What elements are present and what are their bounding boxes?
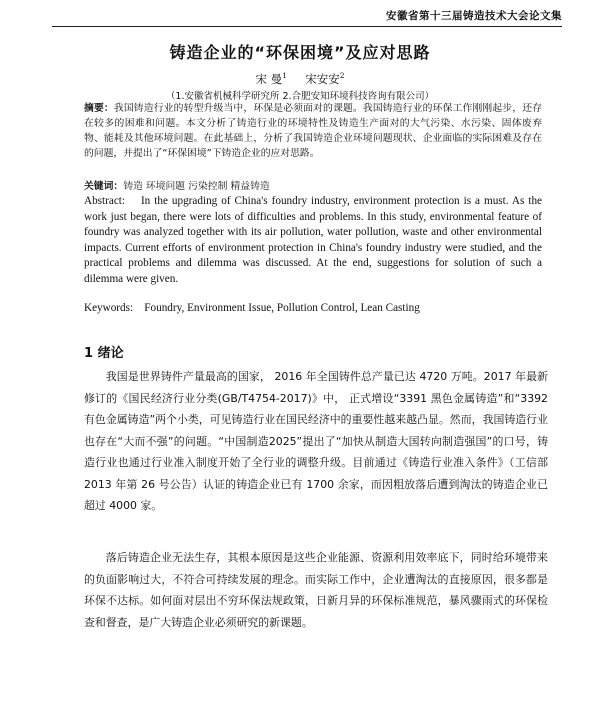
abstract-en-text: In the upgrading of China's foundry industry, environment protection is a must. As the work just began, there were lots of difficulties and problems. In this study, environmental feature of foundry was analyzed together with its air pollution, water pollution, waste and other environmental impacts. Current efforts of environment protection in China's foundry industry were studied, and the practical problems and dilemma was discussed. At the end, suggestions for solution of such a dilemma were given. [84,195,542,285]
section-heading: 1 绪论 [84,346,124,361]
keywords-cn-text: 铸造 环境问题 污染控制 精益铸造 [123,181,270,192]
keywords-cn [84,178,542,192]
author-line [0,71,600,87]
paper-title: 铸造企业的“环保困境”及应对思路 [169,43,431,62]
author-name: 宋安安 [305,72,340,86]
affiliation: （1.安徽省机械科学研究所 2.合肥安知环境科技咨询有限公司） [165,91,435,102]
keywords-en [84,302,542,314]
abstract-cn [84,101,542,161]
body-paragraph: 落后铸造企业无法生存，其根本原因是这些企业能源、资源利用效率底下，同时给环境带来的负面影响过大，不符合可持续发展的理念。而实际工作中，企业遭淘汰的直接原因，很多都是环保不达标。如何面对层出不穷环保法规政策，日新月异的环保标准规范，暴风骤雨式的环保检查和督查，是广大铸造企业必须研究的新课题。 [84,551,548,629]
keywords-en-text: Foundry, Environment Issue, Pollution Control, Lean Casting [144,302,420,314]
author-affil-mark: 2 [339,71,345,81]
author-name: 宋 曼 [255,72,283,86]
body-paragraph: 我国是世界铸件产量最高的国家， 2016 年全国铸件总产量已达 4720 万吨。2017 年最新修订的《国民经济行业分类(GB/T4754-2017)》中， 正式增设“3391 黑色金属铸造”和“3392 有色金属铸造”两个小类，可见铸造行业在国民经济中的重要性越来越凸显。然而，我国铸造行业也存在“大而不强”的问题。“中国制造2025”提出了“加快从制造大国转向制造强国”的口号，铸造行业也通过行业准入制度开始了全行业的调整升级。目前通过《铸造行业准入条件》（工信部 2013 年第 26 号公告）认证的铸造企业已有 1700 余家，而因粗放落后遭到淘汰的铸造企业已超过 4000 家。 [84,370,548,512]
author-affil-mark: 1 [282,71,287,81]
keywords-en-label: Keywords: [84,302,134,314]
abstract-en [84,194,542,288]
abstract-cn-text: 我国铸造行业的转型升级当中，环保是必须面对的课题。我国铸造行业的环保工作刚刚起步，还存在较多的困难和问题。本文分析了铸造行业的环境特性及铸造生产面对的大气污染、水污染、固体废弃物、能耗及其他环境问题。在此基础上，分析了我国铸造企业环境问题现状、企业面临的实际困难及存在的问题，并提出了“环保困境”下铸造企业的应对思路。 [84,103,543,159]
abstract-cn-label: 摘要： [84,103,114,114]
abstract-en-label: Abstract: [84,195,126,207]
header-rule [52,26,562,27]
keywords-cn-label: 关键词： [84,181,124,192]
running-header: 安徽省第十三届铸造技术大会论文集 [386,10,562,22]
